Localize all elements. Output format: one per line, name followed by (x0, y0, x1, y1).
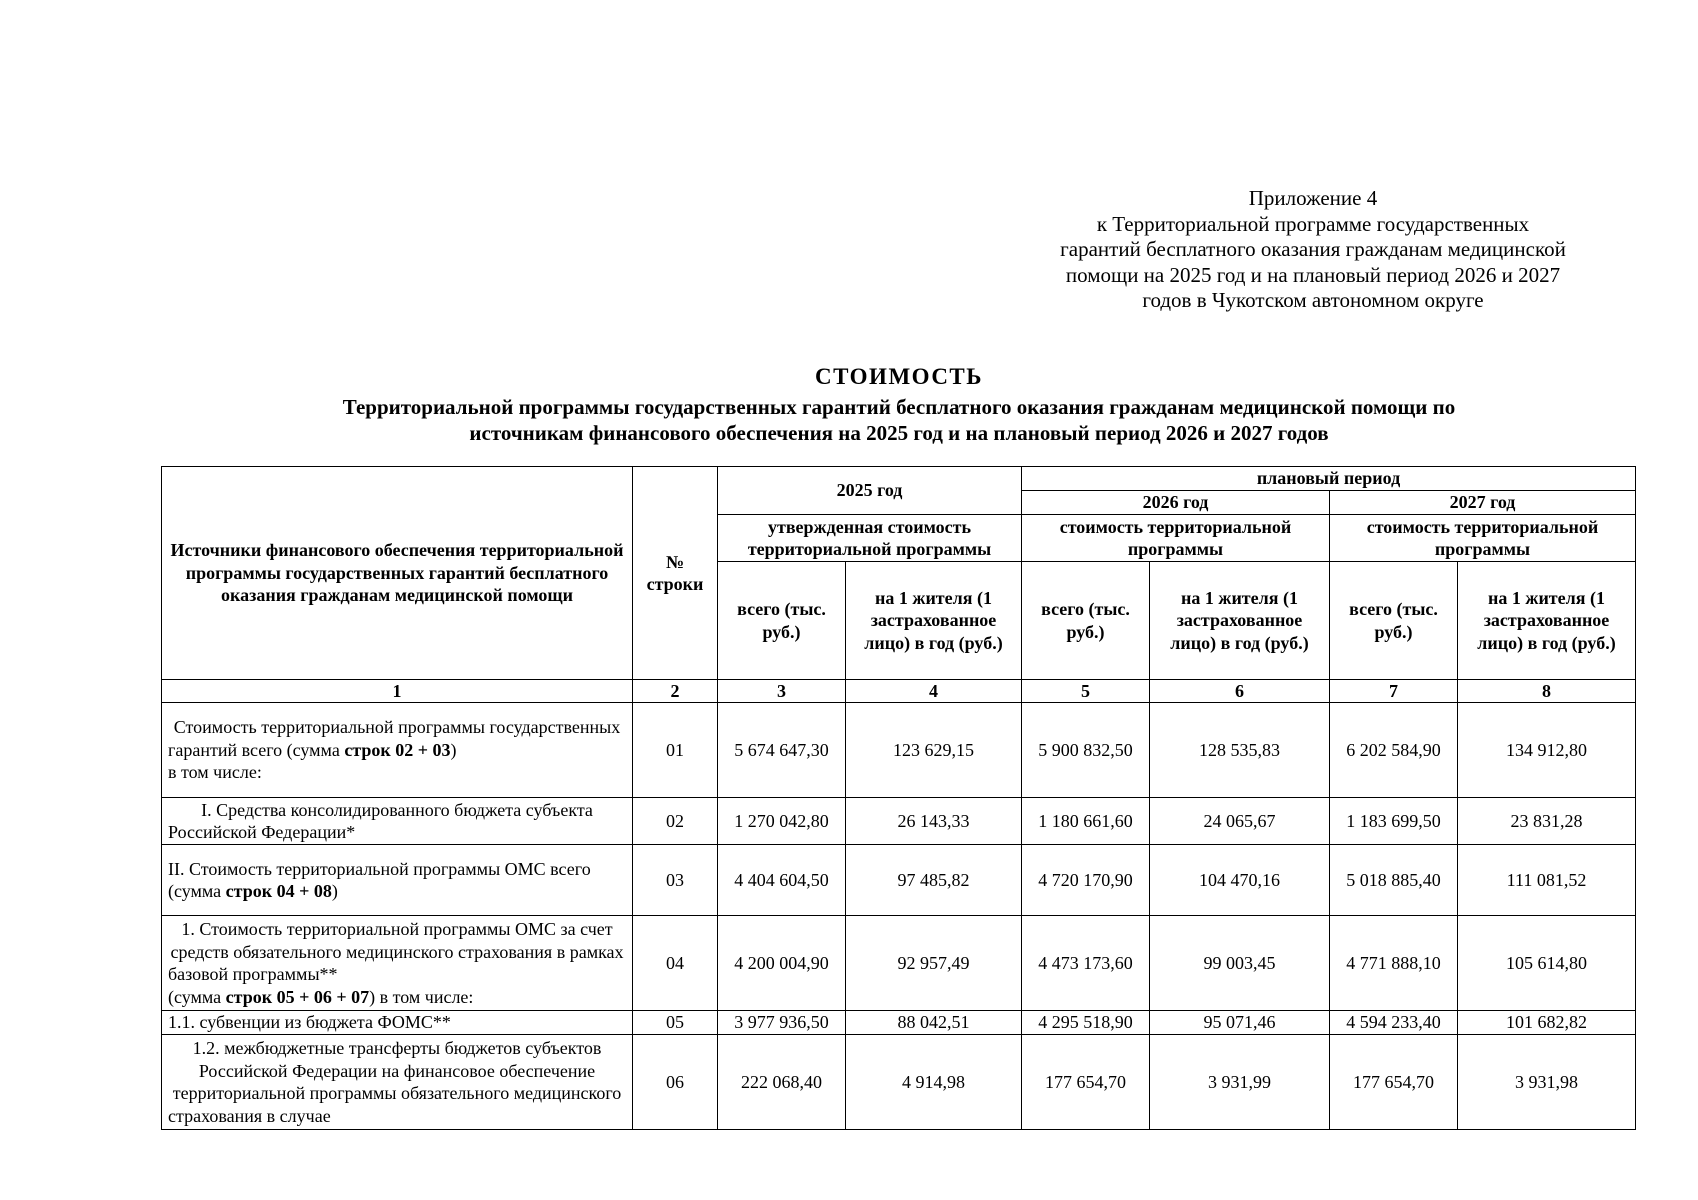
cell-value: 105 614,80 (1458, 916, 1636, 1011)
header-cost-2027: стоимость территориальной программы (1330, 515, 1636, 562)
table-row (162, 845, 1636, 916)
cell-value: 23 831,28 (1458, 798, 1636, 845)
cell-value: 4 771 888,10 (1330, 916, 1458, 1011)
row-description: II. Стоимость территориальной программы ОМС всего (сумма строк 04 + 08) (162, 845, 633, 916)
subtitle-line: источникам финансового обеспечения на 2025 год и на плановый период 2026 и 2027 годов (469, 421, 1329, 445)
cell-value: 5 900 832,50 (1022, 703, 1150, 798)
cell-value: 111 081,52 (1458, 845, 1636, 916)
cell-value: 88 042,51 (846, 1011, 1022, 1035)
row-code: 04 (633, 916, 718, 1011)
row-code: 05 (633, 1011, 718, 1035)
cell-value: 95 071,46 (1150, 1011, 1330, 1035)
cell-value: 24 065,67 (1150, 798, 1330, 845)
row-description: 1.2. межбюджетные трансферты бюджетов субъектов Российской Федерации на финансовое обеспечение территориальной программы обязательного медицинского страхования в случае (162, 1035, 633, 1130)
header-approved-cost: утвержденная стоимость территориальной программы (718, 515, 1022, 562)
row-code: 02 (633, 798, 718, 845)
appendix-line: годов в Чукотском автономном округе (1142, 288, 1484, 312)
row-code: 06 (633, 1035, 718, 1130)
cell-value: 97 485,82 (846, 845, 1022, 916)
cell-value: 4 295 518,90 (1022, 1011, 1150, 1035)
cell-value: 4 914,98 (846, 1035, 1022, 1130)
header-year-2027: 2027 год (1330, 491, 1636, 515)
header-per-resident: на 1 жителя (1 застрахованное лицо) в год (руб.) (1150, 562, 1330, 680)
cell-value: 134 912,80 (1458, 703, 1636, 798)
cell-value: 4 594 233,40 (1330, 1011, 1458, 1035)
header-sources: Источники финансового обеспечения территориальной программы государственных гарантий бесплатного оказания гражданам медицинской помощи (162, 467, 633, 680)
cell-value: 1 183 699,50 (1330, 798, 1458, 845)
column-number: 6 (1150, 680, 1330, 703)
table-row (162, 1011, 1636, 1035)
column-number: 7 (1330, 680, 1458, 703)
row-description: I. Средства консолидированного бюджета субъекта Российской Федерации* (162, 798, 633, 845)
cell-value: 3 931,98 (1458, 1035, 1636, 1130)
cell-value: 101 682,82 (1458, 1011, 1636, 1035)
cell-value: 1 270 042,80 (718, 798, 846, 845)
appendix-line: Приложение 4 (1248, 186, 1378, 210)
cell-value: 5 018 885,40 (1330, 845, 1458, 916)
header-per-resident: на 1 жителя (1 застрахованное лицо) в год (руб.) (846, 562, 1022, 680)
appendix-line: гарантий бесплатного оказания гражданам медицинской (1060, 237, 1566, 261)
header-planning-period: плановый период (1022, 467, 1636, 491)
column-number: 4 (846, 680, 1022, 703)
header-total: всего (тыс. руб.) (718, 562, 846, 680)
header-total: всего (тыс. руб.) (1330, 562, 1458, 680)
column-number: 5 (1022, 680, 1150, 703)
header-year-2026: 2026 год (1022, 491, 1330, 515)
cell-value: 4 720 170,90 (1022, 845, 1150, 916)
subtitle-line: Территориальной программы государственных гарантий бесплатного оказания гражданам медицинской помощи по (342, 395, 1456, 419)
cell-value: 26 143,33 (846, 798, 1022, 845)
cell-value: 104 470,16 (1150, 845, 1330, 916)
header-year-2025: 2025 год (718, 467, 1022, 515)
appendix-line: помощи на 2025 год и на плановый период 2026 и 2027 (1065, 262, 1561, 287)
row-description: 1.1. субвенции из бюджета ФОМС** (162, 1011, 633, 1035)
cell-value: 1 180 661,60 (1022, 798, 1150, 845)
row-description: Стоимость территориальной программы государственных гарантий всего (сумма строк 02 + 03) в том числе: (162, 703, 633, 798)
cell-value: 123 629,15 (846, 703, 1022, 798)
appendix-line: к Территориальной программе государственных (1096, 211, 1530, 236)
table-row (162, 798, 1636, 845)
cell-value: 177 654,70 (1330, 1035, 1458, 1130)
document-title: СТОИМОСТЬ (815, 364, 983, 389)
cell-value: 4 200 004,90 (718, 916, 846, 1011)
header-cost-2026: стоимость территориальной программы (1022, 515, 1330, 562)
cell-value: 99 003,45 (1150, 916, 1330, 1011)
column-number: 8 (1458, 680, 1636, 703)
document-subtitle (160, 394, 1638, 446)
header-per-resident: на 1 жителя (1 застрахованное лицо) в год (руб.) (1458, 562, 1636, 680)
cell-value: 5 674 647,30 (718, 703, 846, 798)
appendix-header (1023, 186, 1603, 314)
cost-table (161, 466, 1636, 1130)
cell-value: 4 473 173,60 (1022, 916, 1150, 1011)
cell-value: 128 535,83 (1150, 703, 1330, 798)
cell-value: 3 931,99 (1150, 1035, 1330, 1130)
table-row (162, 916, 1636, 1011)
cell-value: 92 957,49 (846, 916, 1022, 1011)
row-description: 1. Стоимость территориальной программы ОМС за счет средств обязательного медицинского страхования в рамках базовой программы** (сумма строк 05 + 06 + 07) в том числе: (162, 916, 633, 1011)
column-number: 3 (718, 680, 846, 703)
header-row-number: № строки (633, 467, 718, 680)
row-code: 01 (633, 703, 718, 798)
column-number: 1 (162, 680, 633, 703)
header-total: всего (тыс. руб.) (1022, 562, 1150, 680)
row-code: 03 (633, 845, 718, 916)
cell-value: 222 068,40 (718, 1035, 846, 1130)
cell-value: 3 977 936,50 (718, 1011, 846, 1035)
cell-value: 4 404 604,50 (718, 845, 846, 916)
table-row (162, 1035, 1636, 1130)
column-number: 2 (633, 680, 718, 703)
table-row (162, 703, 1636, 798)
cell-value: 6 202 584,90 (1330, 703, 1458, 798)
cell-value: 177 654,70 (1022, 1035, 1150, 1130)
